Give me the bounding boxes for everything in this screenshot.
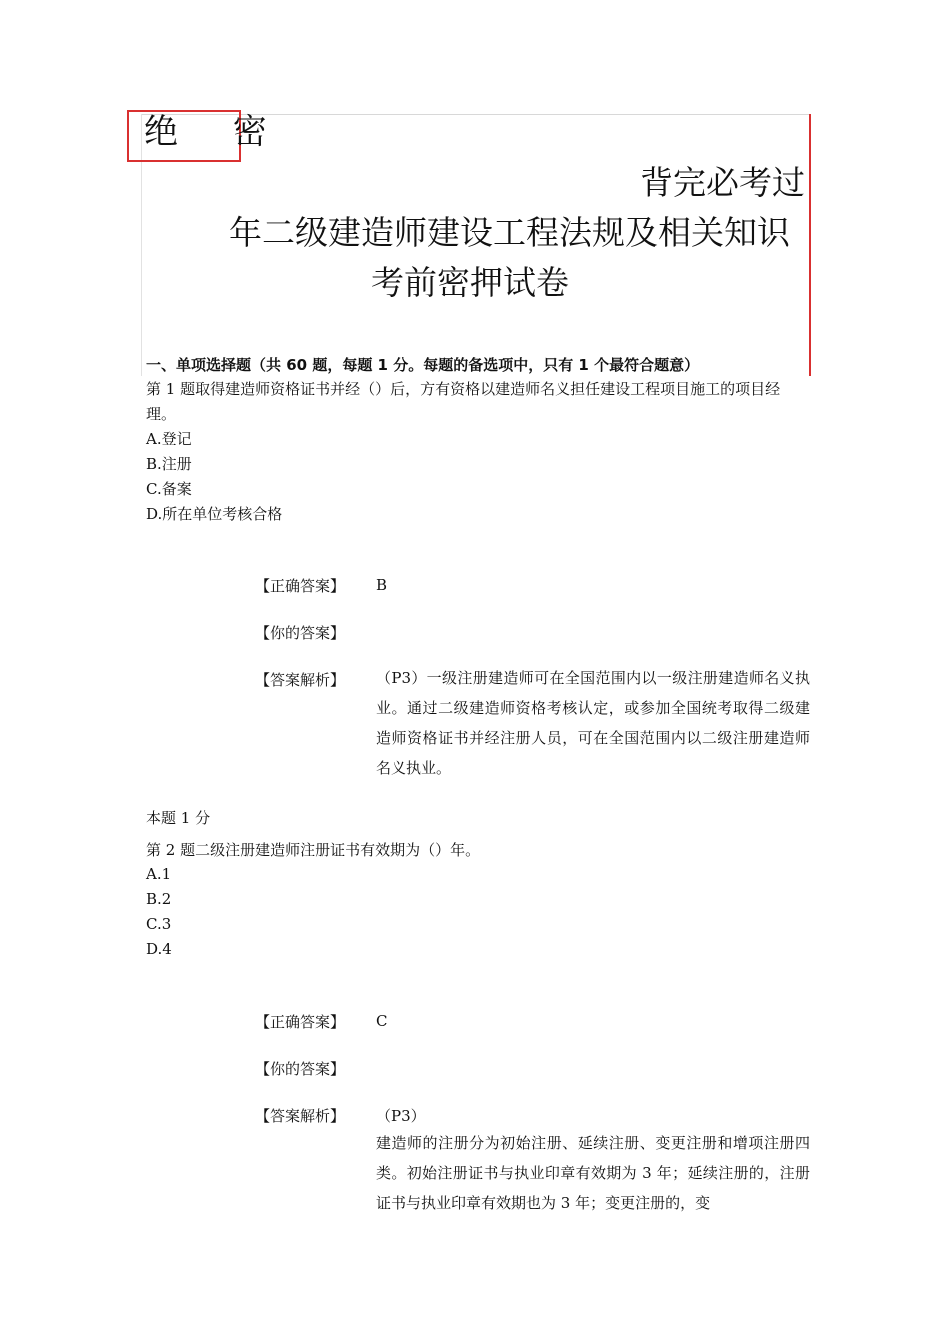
question-1-correct-answer: B — [376, 576, 388, 594]
question-2-correct-label: 【正确答案】 — [255, 1013, 346, 1031]
section-heading: 一、单项选择题（共 60 题，每题 1 分。每题的备选项中，只有 1 个最符合题意） — [146, 356, 700, 374]
title-line-1: 背完必考过 — [640, 163, 805, 202]
question-2-correct-answer: C — [376, 1012, 388, 1030]
question-1-option-c: C.备案 — [146, 480, 192, 498]
question-2-option-a: A.1 — [146, 865, 172, 883]
question-2-option-d: D.4 — [146, 940, 172, 958]
question-1-score: 本题 1 分 — [146, 809, 211, 827]
title-line-3: 考前密押试卷 — [371, 263, 569, 302]
header-right-red-rule — [809, 114, 811, 376]
question-2-analysis-label: 【答案解析】 — [255, 1107, 346, 1125]
question-2-text: 第 2 题二级注册建造师注册证书有效期为（）年。 — [146, 841, 481, 859]
question-1-option-d: D.所在单位考核合格 — [146, 505, 283, 523]
question-1-option-b: B.注册 — [146, 455, 192, 473]
confidential-stamp-text: 绝 密 — [144, 112, 289, 152]
question-1-your-answer-label: 【你的答案】 — [255, 624, 346, 642]
question-2-option-c: C.3 — [146, 915, 172, 933]
question-2-option-b: B.2 — [146, 890, 172, 908]
question-1-correct-label: 【正确答案】 — [255, 577, 346, 595]
title-line-2: 年二级建造师建设工程法规及相关知识 — [229, 213, 790, 252]
question-2-your-answer-label: 【你的答案】 — [255, 1060, 346, 1078]
question-1-text: 第 1 题取得建造师资格证书并经（）后，方有资格以建造师名义担任建设工程项目施工的项目经理。 — [146, 380, 781, 423]
question-2-analysis: 建造师的注册分为初始注册、延续注册、变更注册和增项注册四类。初始注册证书与执业印章有效期为 3 年；延续注册的，注册证书与执业印章有效期也为 3 年；变更注册的，变 — [376, 1134, 810, 1212]
question-2-analysis-ref: （P3） — [376, 1107, 426, 1125]
question-1-option-a: A.登记 — [146, 430, 192, 448]
question-1-analysis-label: 【答案解析】 — [255, 671, 346, 689]
question-1-analysis: （P3）一级注册建造师可在全国范围内以一级注册建造师名义执业。通过二级建造师资格考核认定，或参加全国统考取得二级建造师资格证书并经注册人员，可在全国范围内以二级注册建造师名义执业。 — [376, 669, 810, 777]
